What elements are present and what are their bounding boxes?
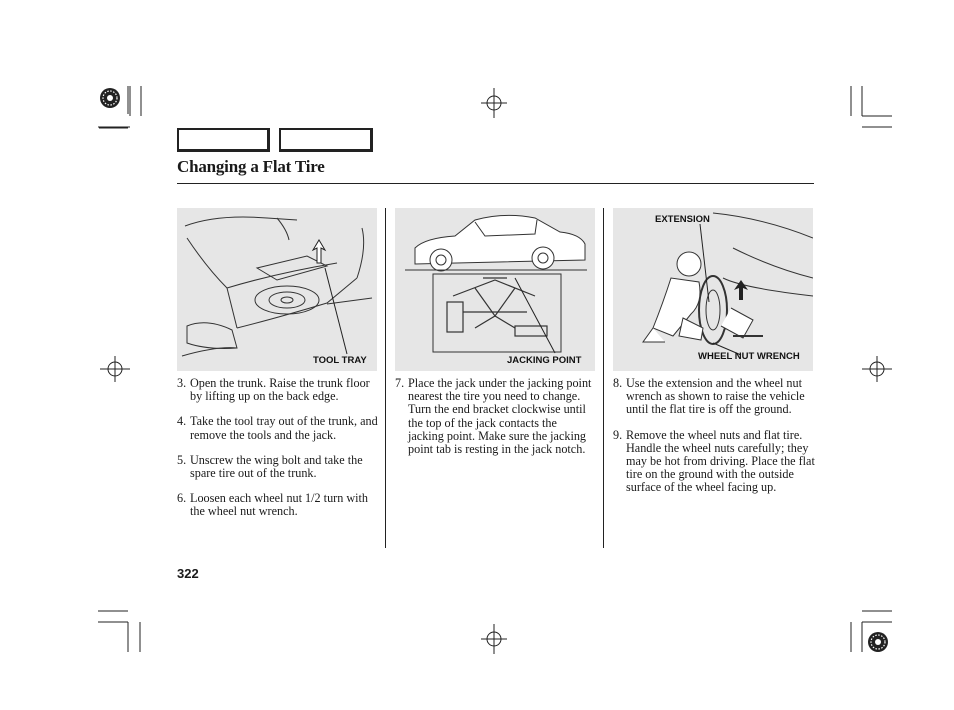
step-8 [613, 377, 815, 417]
tool-tray-caption: TOOL TRAY [313, 355, 367, 366]
trunk-illustration [177, 208, 377, 371]
step-text: Place the jack under the jacking point nearest the tire you need to change. Turn the end bracket clockwise until the top of the jack contacts the jacking point. Make sure the jacking point tab is resting in the jack notch. [408, 376, 592, 457]
wheel-nut-wrench-caption: WHEEL NUT WRENCH [698, 351, 800, 362]
step-text: Loosen each wheel nut 1/2 turn with the wheel nut wrench. [190, 491, 369, 519]
step-number: 8. [613, 376, 623, 390]
step-6 [177, 492, 382, 518]
column-divider [385, 208, 386, 548]
step-text: Use the extension and the wheel nut wrench as shown to raise the vehicle until the flat tire is off the ground. [626, 376, 805, 417]
step-text: Unscrew the wing bolt and take the spare tire out of the trunk. [190, 452, 363, 481]
registration-target-icon [866, 630, 890, 654]
crosshair-icon [481, 624, 507, 654]
step-text: Remove the wheel nuts and flat tire. Handle the wheel nuts carefully; they may be hot from driving. Place the flat tire on the ground with the outside surface of the wheel facing up. [626, 427, 815, 495]
column-divider [603, 208, 604, 548]
crop-mark-bottom-left [96, 606, 150, 656]
header-tab-1 [177, 128, 270, 152]
crosshair-icon [481, 88, 507, 118]
step-number: 5. [177, 452, 187, 467]
jack-drawing [395, 208, 595, 371]
step-number: 4. [177, 414, 187, 429]
extension-caption: EXTENSION [655, 214, 710, 225]
crop-mark-top-right [846, 84, 896, 134]
page-number: 322 [177, 566, 199, 581]
trunk-drawing [177, 208, 377, 371]
steps-column-3 [613, 377, 815, 507]
step-number: 6. [177, 491, 187, 506]
step-7 [395, 377, 593, 456]
page-title: Changing a Flat Tire [177, 157, 325, 176]
step-4 [177, 415, 382, 441]
step-9 [613, 429, 815, 495]
header-tab-2 [279, 128, 373, 152]
jacking-point-caption: JACKING POINT [507, 355, 582, 366]
crosshair-icon [100, 356, 130, 382]
step-5 [177, 454, 382, 480]
jack-illustration [395, 208, 595, 371]
wrench-drawing [613, 208, 813, 371]
steps-column-2 [395, 377, 593, 468]
steps-column-1 [177, 377, 382, 531]
crop-mark-top-left-h [98, 124, 132, 130]
wrench-illustration [613, 208, 813, 371]
step-number: 3. [177, 376, 187, 390]
registration-target-icon [98, 86, 122, 110]
step-text: Take the tool tray out of the trunk, and remove the tools and the jack. [190, 414, 378, 442]
step-text: Open the trunk. Raise the trunk floor by lifting up on the back edge. [190, 376, 370, 404]
title-rule [177, 183, 814, 184]
crosshair-icon [862, 356, 892, 382]
step-number: 9. [613, 427, 623, 442]
step-number: 7. [395, 376, 405, 390]
step-3 [177, 377, 382, 403]
